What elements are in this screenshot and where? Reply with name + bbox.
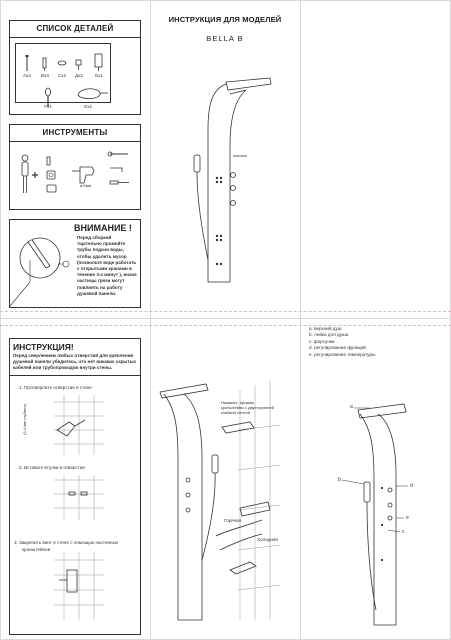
legend-item: c. форсунки bbox=[309, 338, 335, 344]
warning-line: течение 3-х минут ), иначе bbox=[77, 272, 137, 278]
warning-line: трубы подачи воды, bbox=[77, 247, 124, 253]
callout-d: d bbox=[410, 483, 413, 489]
callout-a: a bbox=[350, 404, 353, 410]
intro-line: душевой панели убедитесь, что нет никаких скрытых bbox=[13, 359, 137, 365]
cold-water-label: Холодная bbox=[257, 537, 278, 542]
legend-item: a. верхний душ bbox=[309, 326, 342, 331]
instructions-title: ИНСТРУКЦИЯ! bbox=[13, 342, 74, 352]
hot-water-label: Горячая bbox=[224, 518, 242, 523]
drill-icon bbox=[72, 167, 94, 183]
pipe-detail-icon bbox=[20, 238, 69, 278]
warning-title: ВНИМАНИЕ ! bbox=[74, 223, 132, 233]
cut-line-bottom bbox=[0, 325, 451, 326]
step-3-text: 3. Закрепить винт в стене с помощью настенных bbox=[14, 540, 119, 545]
warning-line: чтобы удалить мусор bbox=[77, 253, 127, 259]
instructions-intro bbox=[13, 353, 139, 372]
part-code-e: Еx1 bbox=[95, 73, 103, 78]
step-2-text: 2. Вставьте втулки в отверстие bbox=[19, 465, 85, 470]
step-3-text-cont: кронштейнов bbox=[22, 547, 51, 552]
warning-line: тщательно промойте bbox=[77, 241, 126, 247]
part-code-b: Вx4 bbox=[41, 73, 49, 78]
tools-box bbox=[9, 124, 141, 210]
shower-panel-icon bbox=[358, 404, 406, 625]
spirit-level-icon bbox=[47, 185, 56, 192]
bracket-note-line: клейкой лентой bbox=[221, 410, 250, 415]
parts-list-box bbox=[9, 20, 141, 115]
bracket-note-line: Нажмите, прижав bbox=[221, 400, 254, 405]
gasket-icon bbox=[58, 61, 66, 65]
panel-installation-drawing bbox=[150, 330, 300, 630]
wrench-icon bbox=[108, 152, 128, 156]
shower-panel-front-drawing bbox=[150, 60, 300, 300]
callout-e: e bbox=[406, 515, 409, 521]
wall-tile-grid-icon bbox=[54, 552, 104, 620]
shower-panel-icon bbox=[194, 78, 271, 282]
callout-lines bbox=[342, 408, 408, 532]
callout-c: c bbox=[402, 529, 405, 535]
fitting-icon bbox=[76, 60, 81, 70]
step-1-text: 1. Просверлите отверстие в стене bbox=[19, 385, 92, 390]
warning-line: с открытыми кранами в bbox=[77, 266, 132, 272]
bracket-icon bbox=[59, 570, 77, 592]
fold-line-middle bbox=[0, 318, 451, 319]
warning-line: частицы грязи могут bbox=[77, 278, 125, 284]
cut-line-top bbox=[0, 311, 451, 312]
screw-icon bbox=[26, 55, 29, 71]
wall-tile-grid-icon bbox=[238, 380, 280, 620]
callout-b: b bbox=[338, 477, 341, 483]
model-name: BELLA B bbox=[206, 34, 244, 43]
warning-box bbox=[9, 219, 141, 308]
wall-tile-grid-icon bbox=[54, 395, 104, 455]
warning-line: (позвольте воде работать bbox=[77, 259, 137, 265]
parts-list-title: СПИСОК ДЕТАЛЕЙ bbox=[10, 21, 140, 38]
plus-icon bbox=[32, 172, 38, 178]
intro-line: кабелей или трубопроводов внутри стены. bbox=[13, 365, 113, 371]
hex-key-icon bbox=[110, 168, 122, 172]
warning-line: душевой панели. bbox=[77, 290, 117, 296]
bracket-note bbox=[221, 400, 274, 415]
bracket-icon bbox=[95, 54, 102, 71]
bracket-note-line: кронштейны с двусторонней bbox=[221, 405, 274, 410]
hose-icon bbox=[78, 89, 108, 99]
tools-drawings bbox=[10, 125, 140, 209]
document-title: ИНСТРУКЦИЯ ДЛЯ МОДЕЛЕЙ bbox=[168, 15, 282, 24]
wall-corner-icon bbox=[10, 260, 30, 306]
installer-person-icon bbox=[22, 155, 28, 193]
pencil-icon bbox=[47, 157, 50, 165]
part-code-f: Fx1 bbox=[44, 104, 52, 109]
legend-item: b. лейка для душа bbox=[309, 332, 349, 338]
instructions-box bbox=[9, 338, 141, 376]
intro-line: Перед сверлением любых отверстий для крепления bbox=[13, 353, 134, 358]
part-code-a: Аx4 bbox=[23, 73, 31, 78]
wall-anchor-icon bbox=[69, 492, 87, 495]
wall-anchor-icon bbox=[43, 58, 46, 71]
parts-drawings bbox=[10, 21, 140, 114]
wall-tile-grid-icon bbox=[54, 475, 104, 520]
part-code-c: Сx2 bbox=[57, 73, 66, 78]
part-code-g: Gx1 bbox=[83, 104, 93, 109]
warning-line: повлиять на работу bbox=[77, 284, 123, 290]
warning-text bbox=[77, 235, 139, 297]
component-legend bbox=[309, 326, 375, 358]
installation-steps-drawings bbox=[9, 380, 139, 630]
drill-icon bbox=[57, 420, 85, 436]
warning-line: Перед сборкой bbox=[77, 235, 112, 240]
drill-depth-label: (3-4 мм глубина) bbox=[22, 404, 27, 435]
legend-item: d. регулирование функций bbox=[309, 345, 366, 351]
part-code-d: Дx2 bbox=[75, 73, 83, 78]
screwdriver-icon bbox=[110, 181, 129, 184]
tools-title: ИНСТРУМЕНТЫ bbox=[10, 125, 140, 142]
labeled-panel-drawing bbox=[300, 390, 450, 630]
tape-measure-icon bbox=[47, 171, 55, 179]
shower-panel-icon bbox=[160, 384, 218, 620]
drill-size-label: ø 6мм bbox=[80, 183, 92, 188]
legend-item: e. регулирование температуры bbox=[309, 351, 376, 357]
